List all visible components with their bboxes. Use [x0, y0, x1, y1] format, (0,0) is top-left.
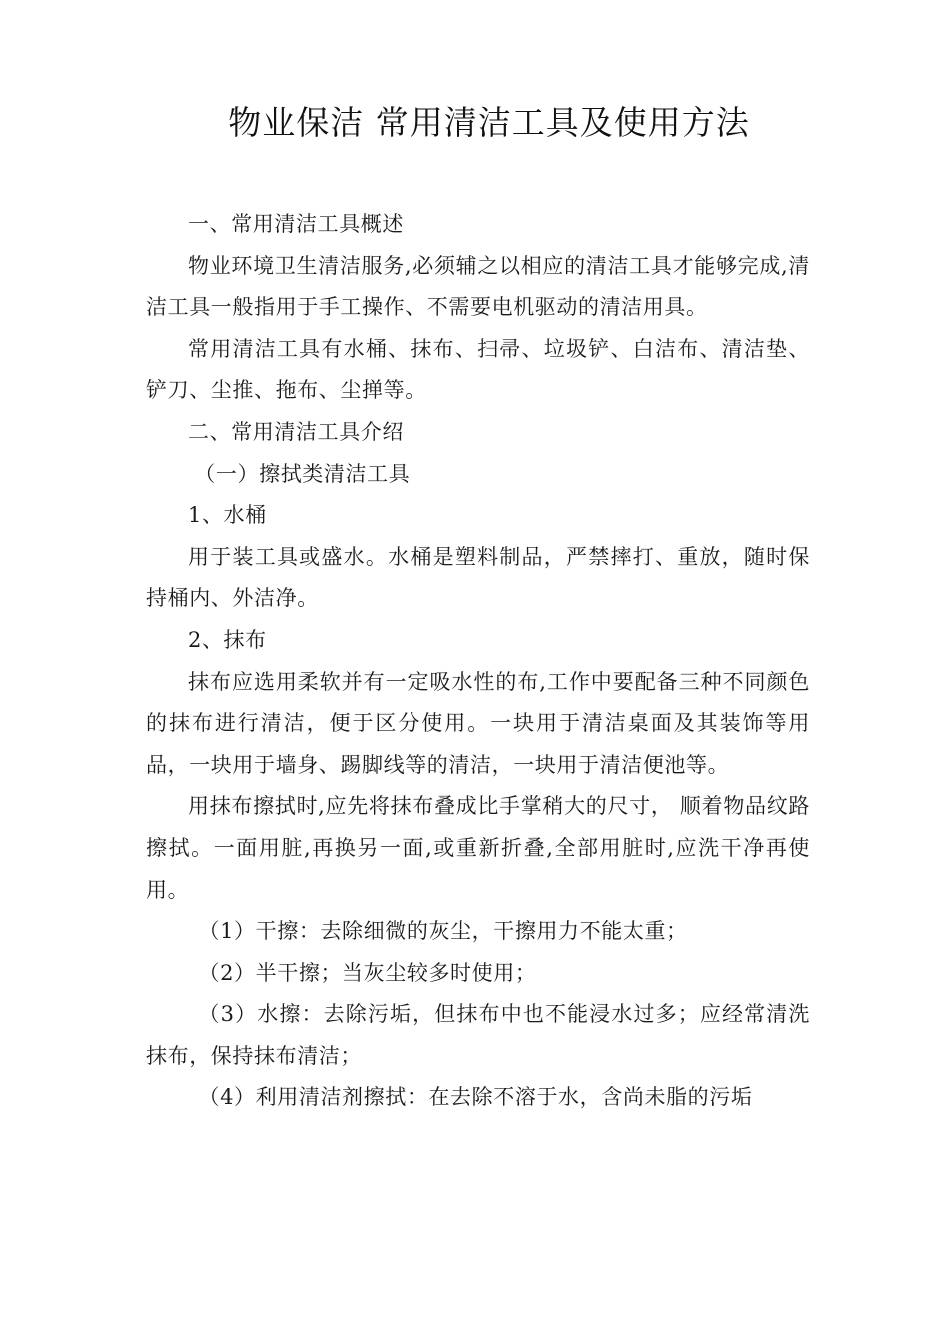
paragraph: 抹布应选用柔软并有一定吸水性的布,工作中要配备三种不同颜色的抹布进行清洁，便于区分使用。一块用于清洁桌面及其装饰等用品，一块用于墙身、踢脚线等的清洁，一块用于清洁便池等。 [146, 669, 810, 777]
document-title: 物业保洁 常用清洁工具及使用方法 [228, 103, 750, 142]
document-body [146, 204, 810, 1119]
section-heading-1: 一、常用清洁工具概述 [188, 212, 404, 236]
subsection-heading: （一）擦拭类清洁工具 [194, 461, 411, 486]
paragraph: 物业环境卫生清洁服务,必须辅之以相应的清洁工具才能够完成,清洁工具一般指用于手工操作、不需要电机驱动的清洁用具。 [146, 253, 810, 320]
item-heading-bucket: 1、水桶 [188, 503, 267, 528]
section-heading-2: 二、常用清洁工具介绍 [188, 419, 404, 444]
item-heading-rag: 2、抹布 [188, 627, 267, 652]
paragraph: 常用清洁工具有水桶、抹布、扫帚、垃圾铲、白洁布、清洁垫、铲刀、尘推、拖布、尘掸等。 [146, 336, 810, 403]
list-item: （4）利用清洁剂擦拭：在去除不溶于水，含尚未脂的污垢 [198, 1085, 753, 1110]
list-item: （3）水擦：去除污垢，但抹布中也不能浸水过多；应经常清洗抹布，保持抹布清洁； [146, 1002, 810, 1068]
list-item: （2）半干擦；当灰尘较多时使用； [198, 960, 537, 985]
list-item: （1）干擦：去除细微的灰尘，干擦用力不能太重； [198, 919, 688, 944]
paragraph: 用抹布擦拭时,应先将抹布叠成比手掌稍大的尺寸， 顺着物品纹路擦拭。一面用脏,再换另一面,或重新折叠,全部用脏时,应洗干净再使用。 [146, 794, 810, 902]
paragraph: 用于装工具或盛水。水桶是塑料制品，严禁摔打、重放，随时保持桶内、外洁净。 [146, 544, 810, 611]
